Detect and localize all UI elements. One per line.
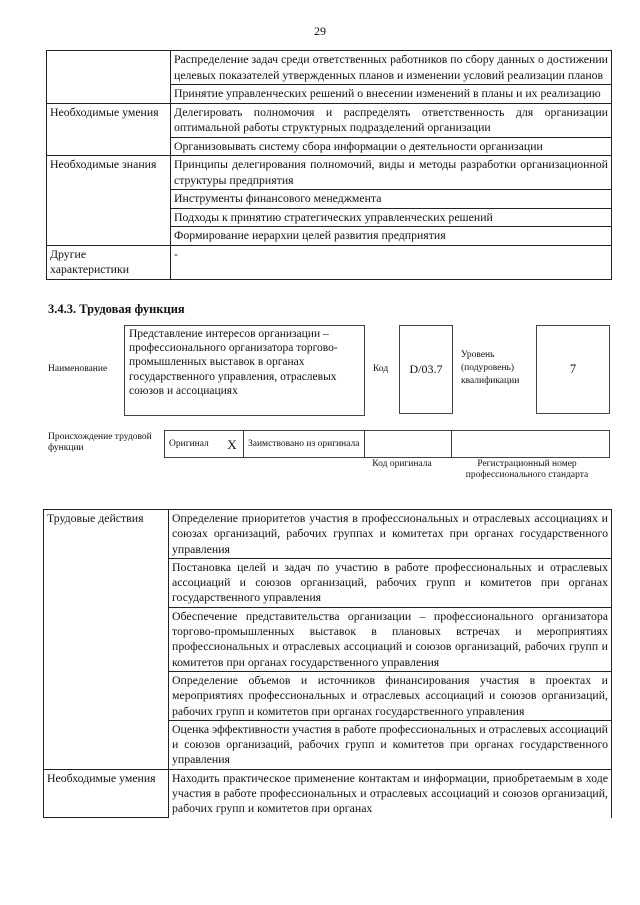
table-cell: Принятие управленческих решений о внесении изменений в планы и их реализацию	[171, 85, 612, 104]
table-cell: Находить практическое применение контактам и информации, приобретаемым в ходе участия в работе профессиональных и отраслевых ассоциаций и союзов организаций, рабочих групп и комитетов при органах	[169, 769, 612, 817]
table-cell: Подходы к принятию стратегических управленческих решений	[171, 208, 612, 227]
code-original-caption: Код оригинала	[372, 459, 432, 469]
row-label: Необходимые умения	[44, 769, 169, 817]
table-cell: Обеспечение представительства организации – профессионального организатора торгово-промышленных выставок в плановых встречах и мероприятиях профессиональных и отраслевых ассоциаций и союзов организаций, рабочих групп и комитетов при органах государственного управления	[169, 607, 612, 671]
section-title: 3.4.3. Трудовая функция	[48, 302, 185, 316]
page-number: 29	[314, 24, 326, 38]
row-label: Необходимые знания	[47, 156, 171, 246]
origin-label: Происхождение трудовой функции	[48, 432, 152, 453]
table-cell: Постановка целей и задач по участию в работе профессиональных и отраслевых ассоциаций и союзов организаций, рабочих групп и комитетов при органах государственного управления	[169, 558, 612, 607]
reg-number-caption: Регистрационный номер профессионального стандарта	[465, 459, 589, 480]
function-name-box: Представление интересов организации – профессионального организатора торгово-промышленных выставок в органах государственного управления, отраслевых союзов и ассоциациях	[124, 325, 365, 416]
table-cell: Определение приоритетов участия в профессиональных и отраслевых ассоциациях и союзах организаций, рабочих группах и комитетах при органах государственного управления	[169, 510, 612, 559]
code-box	[399, 325, 453, 414]
table-cell: Организовывать систему сбора информации о деятельности организации	[171, 137, 612, 156]
reg-number-cell	[452, 431, 610, 458]
row-label: Другие характеристики	[47, 245, 171, 279]
table-cell: Делегировать полномочия и распределять ответственность для организации оптимальной работы структурных подразделений организации	[171, 103, 612, 137]
labor-actions-table	[43, 509, 612, 818]
row-label: Трудовые действия	[44, 510, 169, 770]
table-cell: Инструменты финансового менеджмента	[171, 190, 612, 209]
table-cell: Распределение задач среди ответственных работников по сбору данных о достижении целевых показателей утвержденных планов и изменении условий реализации планов	[171, 51, 612, 85]
origin-table	[164, 430, 610, 458]
level-box	[536, 325, 610, 414]
level-label: Уровень (подуровень) квалификации	[461, 350, 520, 386]
table-cell: Определение объемов и источников финансирования участия в проектах и мероприятиях профессиональных и отраслевых ассоциаций и союзов организаций, рабочих групп и комитетов при органах государственного управления	[169, 671, 612, 720]
table-cell: -	[171, 245, 612, 279]
table-cell: Принципы делегирования полномочий, виды и методы разработки организационной структуры предприятия	[171, 156, 612, 190]
borrowed-label: Заимствовано из оригинала	[244, 431, 365, 458]
row-label: Необходимые умения	[47, 103, 171, 156]
level-value: 7	[569, 362, 577, 376]
original-label: Оригинал	[165, 431, 222, 458]
original-mark: X	[221, 431, 244, 458]
code-original-cell	[365, 431, 452, 458]
name-label: Наименование	[48, 364, 108, 374]
skills-table-top	[46, 50, 612, 280]
table-cell: Оценка эффективности участия в работе профессиональных и отраслевых ассоциаций и союзов организаций, рабочих групп и комитетов при органах государственного управления	[169, 720, 612, 769]
row-label	[47, 51, 171, 104]
code-value: D/03.7	[409, 362, 443, 376]
table-cell: Формирование иерархии целей развития предприятия	[171, 227, 612, 246]
code-label: Код	[373, 364, 389, 374]
